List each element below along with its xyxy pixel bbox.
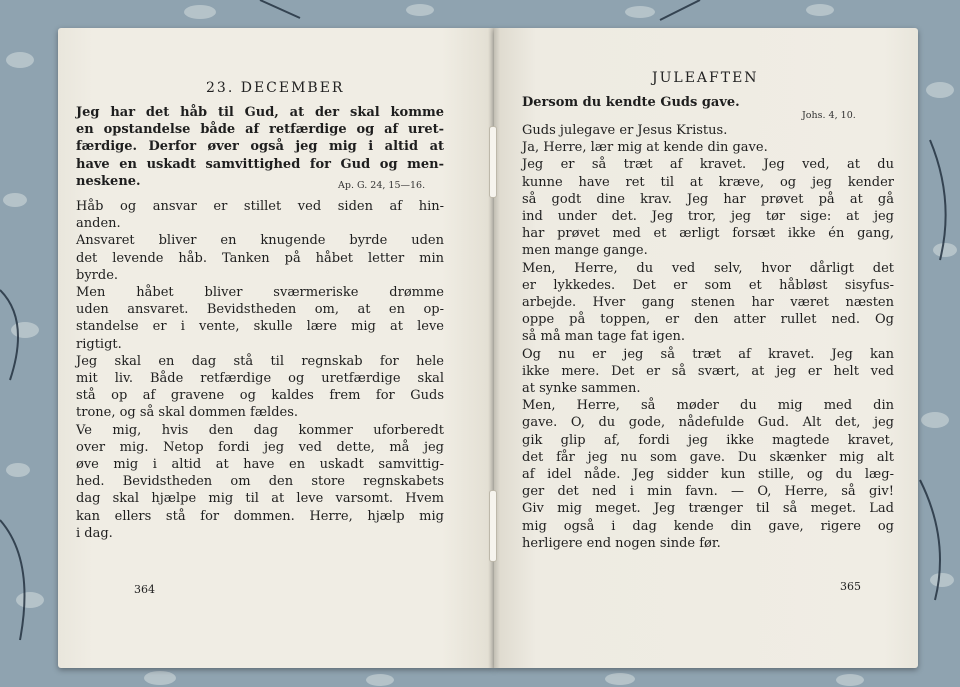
text-line: Men, Herre, så møder du mig med din [522,398,894,414]
text-line: i dag. [76,525,113,541]
bible-verse [76,104,444,190]
open-book [58,28,918,668]
text-line: Ansvaret bliver en knugende byrde uden [76,233,444,249]
text-line: herligere end nogen sinde før. [522,535,721,551]
text-line: Og nu er jeg så træt af kravet. Jeg kan [522,346,894,362]
verse-line: færdige. Derfor øver også jeg mig i altid at [76,139,444,155]
devotional-text [76,198,444,542]
text-line: Jeg er så træt af kravet. Jeg ved, at du [522,157,894,173]
text-line: at synke sammen. [522,381,641,397]
text-line: øve mig i altid at have en uskadt samvittig- [76,457,444,473]
text-line: ikke mere. Det er så svært, at jeg er helt ved [522,363,894,379]
text-line: det levende håb. Tanken på håbet letter min [76,250,444,266]
page-number: 365 [840,580,861,593]
verse-reference: Ap. G. 24, 15—16. [338,180,426,191]
book-spine [488,28,500,668]
text-line: Men, Herre, du ved selv, hvor dårligt det [522,260,894,276]
page-header: 23. DECEMBER [206,80,345,96]
text-line: gave. O, du gode, nådefulde Gud. Alt det, jeg [522,415,894,431]
text-line: arbejde. Hver gang stenen har været næsten [522,295,894,311]
text-line: så må man tage fat igen. [522,329,686,345]
text-line: kan ellers stå for dommen. Herre, hjælp mig [76,508,444,524]
text-line: byrde. [76,267,119,283]
text-line: har prøvet med et ærligt forsæt ikke én gang, [522,226,894,242]
text-line: trone, og så skal dommen fældes. [76,405,299,421]
text-line: mit liv. Både retfærdige og uretfærdige skal [76,371,444,387]
text-line: Ve mig, hvis den dag kommer uforberedt [76,422,444,438]
text-line: er lykkedes. Det er som et håbløst sisyfus- [522,277,894,293]
text-line: uden ansvaret. Bevidstheden om, at en op- [76,302,444,318]
text-line: af idel nåde. Jeg sidder kun stille, og du læg- [522,467,894,483]
text-line: gik glip af, fordi jeg ikke magtede kravet, [522,432,894,448]
bible-verse [522,94,894,111]
verse-line: have en uskadt samvittighed for Gud og men- [76,156,444,172]
text-line: Giv mig meget. Jeg trænger til så meget. Lad [522,501,894,517]
text-line: Guds julegave er Jesus Kristus. [522,123,728,138]
text-line: dag skal hjælpe mig til at leve varsomt. Hvem [76,491,444,507]
binding-thread [489,126,497,198]
text-line: Men håbet bliver sværmeriske drømme [76,285,444,301]
verse-reference: Johs. 4, 10. [802,110,856,121]
text-line: Ja, Herre, lær mig at kende din gave. [522,140,768,156]
verse-line: neskene. [76,173,141,189]
verse-line: en opstandelse både af retfærdige og af uret- [76,122,444,138]
left-page [58,28,494,668]
page-number: 364 [134,583,155,596]
text-line: det får jeg nu som gave. Du skænker mig alt [522,449,894,465]
text-line: kunne have ret til at kræve, og jeg kender [522,174,894,190]
text-line: over mig. Netop fordi jeg ved dette, må jeg [76,439,444,455]
right-page [494,28,918,668]
text-line: stå op af gravene og kaldes frem for Guds [76,388,444,404]
text-line: mig også i dag kende din gave, rigere og [522,518,894,534]
binding-thread [489,490,497,562]
verse-line: Dersom du kendte Guds gave. [522,95,740,110]
text-line: standelse er i vente, skulle lære mig at leve [76,319,444,335]
text-line: så godt dine krav. Jeg har prøvet på at gå [522,191,894,207]
text-line: Jeg skal en dag stå til regnskab for hele [76,353,444,369]
page-header: JULEAFTEN [652,70,759,86]
devotional-text [522,122,894,552]
text-line: hed. Bevidstheden om den store regnskabets [76,474,444,490]
text-line: oppe på toppen, er den atter rullet ned. Og [522,312,894,328]
text-line: men mange gange. [522,243,648,259]
text-line: Håb og ansvar er stillet ved siden af hin- [76,199,444,214]
text-line: anden. [76,216,121,232]
text-line: ger det ned i min favn. — O, Herre, så giv! [522,484,894,500]
text-line: ind under det. Jeg tror, jeg tør sige: at jeg [522,209,894,225]
text-line: rigtigt. [76,336,122,352]
verse-line: Jeg har det håb til Gud, at der skal komme [76,105,444,120]
